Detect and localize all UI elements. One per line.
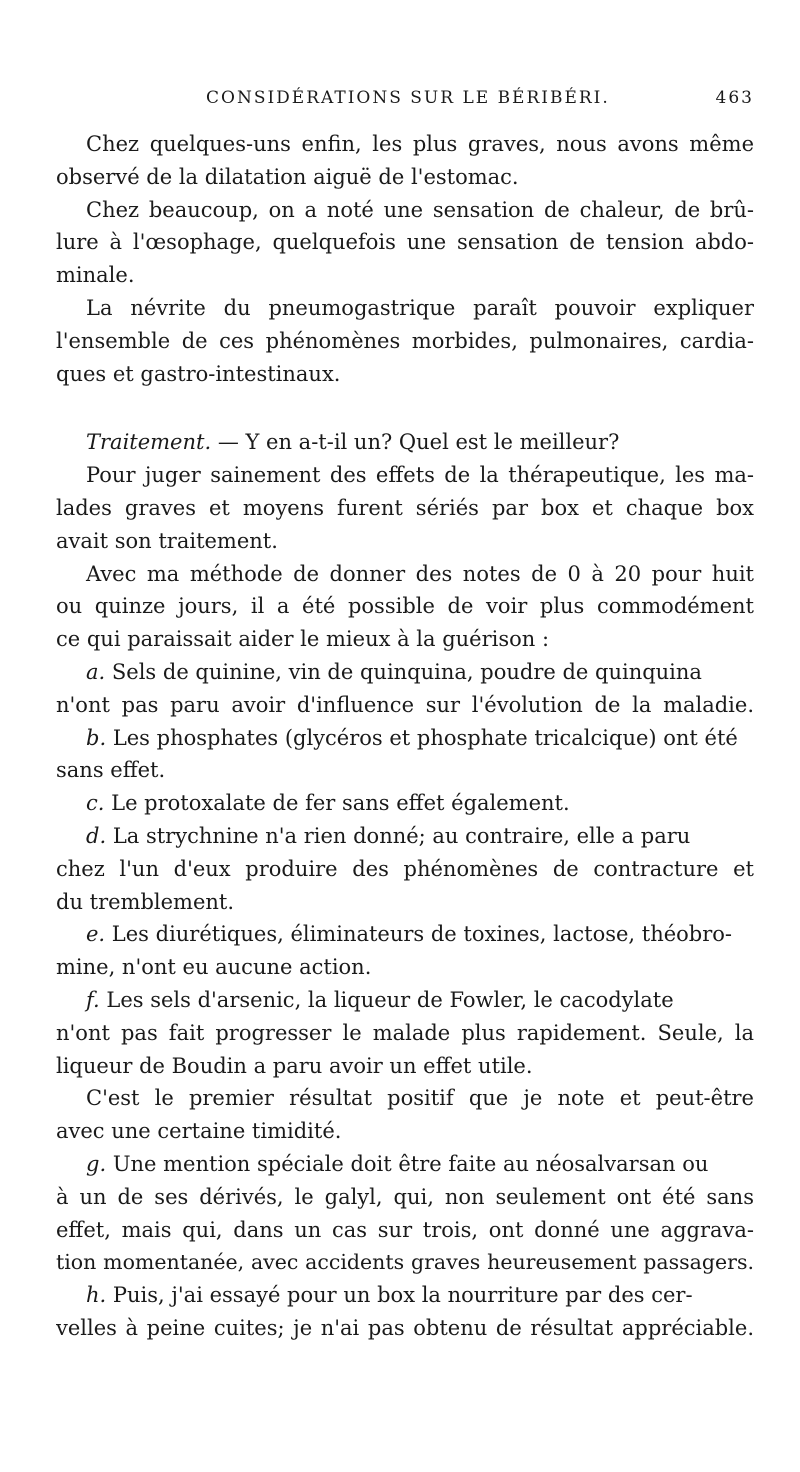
- section-gap: [56, 390, 754, 426]
- text-line: avait son traitement.: [56, 528, 278, 553]
- text-span: Sels de quinine, vin de quinquina, poudre de quinquina: [111, 659, 702, 684]
- section-heading: Traitement.: [86, 430, 212, 455]
- text-line: l'ensemble de ces phénomènes morbides, pulmonaires, cardia-: [56, 328, 754, 353]
- text-line: observé de la dilatation aiguë de l'estomac.: [56, 164, 519, 189]
- text-line: Pour juger sainement des effets de la thérapeutique, les ma-: [86, 463, 754, 488]
- text-span: Les phosphates (glycéros et phosphate tricalcique) ont été: [112, 725, 738, 750]
- text-line: [56, 984, 754, 1017]
- item-letter: h.: [86, 1283, 107, 1308]
- text-line: ou quinze jours, il a été possible de voir plus commodément: [56, 594, 754, 619]
- item-letter: g.: [86, 1151, 107, 1176]
- text-line: Avec ma méthode de donner des notes de 0 à 20 pour huit: [86, 561, 754, 586]
- page-body: [56, 128, 754, 1345]
- text-line: Chez beaucoup, on a noté une sensation de chaleur, de brû-: [86, 197, 754, 222]
- text-line: [56, 1279, 754, 1312]
- text-line: minale.: [56, 263, 135, 288]
- text-line: La névrite du pneumogastrique paraît pouvoir expliquer: [86, 295, 754, 320]
- text-line: tion momentanée, avec accidents graves heureusement passagers.: [56, 1250, 754, 1275]
- text-line: [56, 787, 754, 820]
- text-line: chez l'un d'eux produire des phénomènes de contracture et: [56, 856, 754, 881]
- text-line: à un de ses dérivés, le galyl, qui, non seulement ont été sans: [56, 1184, 754, 1209]
- text-line: [56, 918, 754, 951]
- text-line: [56, 722, 754, 755]
- text-line: Chez quelques-uns enfin, les plus graves, nous avons même: [86, 132, 754, 156]
- text-line: liqueur de Boudin a paru avoir un effet utile.: [56, 1053, 533, 1078]
- page-number: 463: [715, 88, 754, 108]
- text-line: effet, mais qui, dans un cas sur trois, ont donné une aggrava-: [56, 1217, 754, 1242]
- text-span: Puis, j'ai essayé pour un box la nourriture par des cer-: [112, 1283, 693, 1308]
- text-line: avec une certaine timidité.: [56, 1119, 342, 1144]
- item-letter: d.: [86, 823, 107, 848]
- item-letter: b.: [86, 725, 107, 750]
- text-line: [56, 1148, 754, 1181]
- text-line: [56, 820, 754, 853]
- text-line: lure à l'œsophage, quelquefois une sensation de tension abdo-: [56, 230, 754, 255]
- text-span: Le protoxalate de fer sans effet également.: [111, 791, 570, 816]
- text-line: [56, 656, 754, 689]
- text-span: Une mention spéciale doit être faite au néosalvarsan ou: [112, 1151, 709, 1176]
- text-line: n'ont pas fait progresser le malade plus rapidement. Seule, la: [56, 1020, 754, 1045]
- text-line: lades graves et moyens furent sériés par box et chaque box: [56, 495, 754, 520]
- text-line: ce qui paraissait aider le mieux à la guérison :: [56, 627, 550, 652]
- text-span: — Y en a-t-il un? Quel est le meilleur?: [217, 430, 620, 455]
- text-line: sans effet.: [56, 758, 166, 783]
- text-span: Les diurétiques, éliminateurs de toxines, lactose, théobro-: [111, 922, 733, 947]
- item-letter: f.: [86, 987, 100, 1012]
- text-span: La strychnine n'a rien donné; au contraire, elle a paru: [112, 823, 691, 848]
- text-line: ques et gastro-intestinaux.: [56, 361, 341, 386]
- text-line: du tremblement.: [56, 889, 235, 914]
- text-line: n'ont pas paru avoir d'influence sur l'évolution de la maladie.: [56, 692, 754, 717]
- text-line: [56, 426, 754, 459]
- running-header: [56, 88, 754, 118]
- running-title: CONSIDÉRATIONS SUR LE BÉRIBÉRI.: [206, 88, 610, 108]
- item-letter: a.: [86, 659, 106, 684]
- item-letter: e.: [86, 922, 106, 947]
- text-line: mine, n'ont eu aucune action.: [56, 955, 372, 980]
- text-line: C'est le premier résultat positif que je note et peut-être: [86, 1086, 754, 1111]
- item-letter: c.: [86, 791, 105, 816]
- text-span: Les sels d'arsenic, la liqueur de Fowler, le cacodylate: [106, 987, 674, 1012]
- text-line: velles à peine cuites; je n'ai pas obtenu de résultat appréciable.: [56, 1315, 754, 1340]
